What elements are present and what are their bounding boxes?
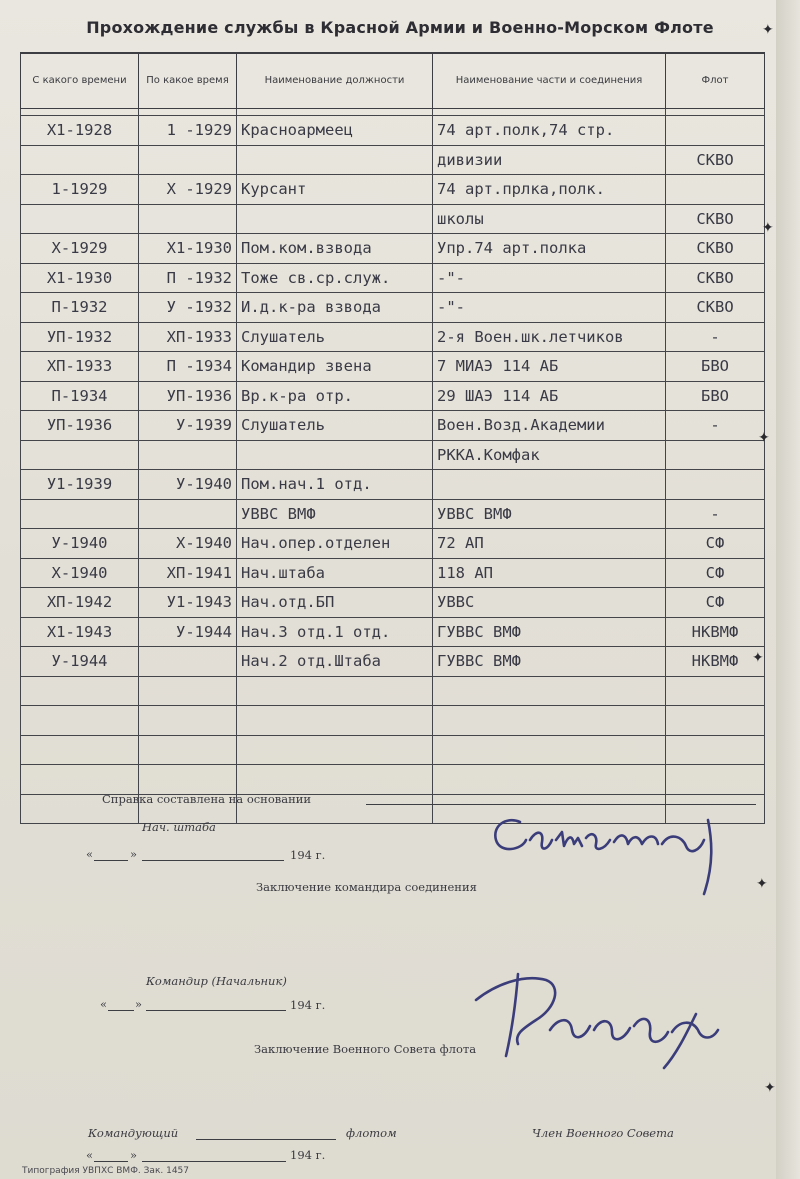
cell-to: У1-1943 (139, 588, 237, 618)
cell-from: Х-1940 (21, 558, 139, 588)
column-header-position: Наименование должности (237, 53, 433, 109)
cell-unit (433, 470, 666, 500)
cell-fleet: СКВО (666, 293, 765, 323)
date-day-line-3 (94, 1161, 128, 1162)
cell-unit (433, 676, 666, 706)
cell-from: П-1932 (21, 293, 139, 323)
cell-position (237, 735, 433, 765)
cell-position (237, 145, 433, 175)
cell-from (21, 676, 139, 706)
table-row (21, 558, 765, 588)
cell-position (237, 204, 433, 234)
cell-to (139, 735, 237, 765)
cell-position: Слушатель (237, 411, 433, 441)
cell-from: УП-1932 (21, 322, 139, 352)
cell-position (237, 676, 433, 706)
cell-fleet: НКВМФ (666, 647, 765, 677)
cell-unit: ГУВВС ВМФ (433, 647, 666, 677)
service-record-body (21, 116, 765, 824)
fleet-name-line (196, 1139, 336, 1140)
table-row (21, 529, 765, 559)
cell-from: Х-1929 (21, 234, 139, 264)
cell-unit (433, 735, 666, 765)
cell-to (139, 440, 237, 470)
cell-from: 1-1929 (21, 175, 139, 205)
cell-unit: 74 арт.прлка,полк. (433, 175, 666, 205)
cell-fleet: БВО (666, 381, 765, 411)
cell-fleet (666, 470, 765, 500)
cell-to: У-1944 (139, 617, 237, 647)
table-row (21, 293, 765, 323)
cell-unit: 74 арт.полк,74 стр. (433, 116, 666, 146)
date-month-line-1 (142, 860, 284, 861)
table-row (21, 617, 765, 647)
table-row (21, 352, 765, 382)
basis-label: Справка составлена на основании (102, 792, 312, 806)
printer-footer: Типография УВПХС ВМФ. Зак. 1457 (22, 1166, 190, 1176)
cell-to: У -1932 (139, 293, 237, 323)
date-month-line-3 (142, 1161, 286, 1162)
pin-mark: ✦ (764, 1080, 776, 1096)
pin-mark: ✦ (762, 220, 774, 236)
cell-fleet: БВО (666, 352, 765, 382)
column-header-to: По какое время (139, 53, 237, 109)
cell-fleet: НКВМФ (666, 617, 765, 647)
date-quote-1: « (86, 847, 94, 861)
pin-mark: ✦ (752, 650, 764, 666)
commander-label: Командир (Начальник) (146, 974, 287, 988)
header-gap-row (21, 109, 765, 116)
table-row (21, 765, 765, 795)
cell-to: У-1939 (139, 411, 237, 441)
document-title: Прохождение службы в Красной Армии и Военно-Морском Флоте (86, 18, 714, 37)
cell-from: Х1-1928 (21, 116, 139, 146)
pin-mark: ✦ (756, 876, 768, 892)
chief-of-staff-signature (486, 800, 736, 910)
cell-unit: Упр.74 арт.полка (433, 234, 666, 264)
military-council-conclusion-label: Заключение Военного Совета флота (254, 1042, 477, 1056)
cell-to: Х-1940 (139, 529, 237, 559)
date-day-line-1 (94, 860, 128, 861)
cell-unit: -"- (433, 263, 666, 293)
table-row (21, 588, 765, 618)
cell-unit: ГУВВС ВМФ (433, 617, 666, 647)
cell-position: УВВС ВМФ (237, 499, 433, 529)
cell-fleet: СКВО (666, 145, 765, 175)
fleet-label: флотом (346, 1126, 397, 1140)
cell-fleet: СФ (666, 529, 765, 559)
cell-from: ХП-1942 (21, 588, 139, 618)
year-label-1: 194 г. (290, 848, 326, 862)
cell-position: Нач.отд.БП (237, 588, 433, 618)
commander-conclusion-label: Заключение командира соединения (256, 880, 477, 894)
service-record-table (20, 52, 765, 824)
table-row (21, 470, 765, 500)
cell-to (139, 145, 237, 175)
cell-to: УП-1936 (139, 381, 237, 411)
table-row (21, 676, 765, 706)
cell-fleet: СКВО (666, 263, 765, 293)
cell-from: У1-1939 (21, 470, 139, 500)
date-quote-3b: » (130, 1148, 138, 1162)
cell-to: У-1940 (139, 470, 237, 500)
cell-unit: РККА.Комфак (433, 440, 666, 470)
cell-fleet (666, 440, 765, 470)
cell-fleet (666, 735, 765, 765)
cell-position: Курсант (237, 175, 433, 205)
column-header-from: С какого времени (21, 53, 139, 109)
cell-position (237, 706, 433, 736)
cell-to (139, 499, 237, 529)
cell-position: Тоже св.ср.служ. (237, 263, 433, 293)
cell-from (21, 204, 139, 234)
cell-to (139, 647, 237, 677)
council-member-label: Член Военного Совета (532, 1126, 674, 1140)
commander-signature (466, 960, 736, 1080)
date-month-line-2 (146, 1010, 286, 1011)
cell-to: Х -1929 (139, 175, 237, 205)
cell-unit: Воен.Возд.Академии (433, 411, 666, 441)
cell-position: Вр.к-ра отр. (237, 381, 433, 411)
cell-unit: УВВС (433, 588, 666, 618)
cell-unit (433, 765, 666, 795)
cell-to (139, 765, 237, 795)
cell-to: Х1-1930 (139, 234, 237, 264)
date-quote-1b: » (130, 847, 138, 861)
table-row (21, 647, 765, 677)
column-header-fleet: Флот (666, 53, 765, 109)
table-row (21, 735, 765, 765)
cell-to: П -1932 (139, 263, 237, 293)
cell-from: УП-1936 (21, 411, 139, 441)
cell-unit: 2-я Воен.шк.летчиков (433, 322, 666, 352)
cell-fleet: СФ (666, 588, 765, 618)
cell-from (21, 145, 139, 175)
cell-to (139, 204, 237, 234)
cell-from: ХП-1933 (21, 352, 139, 382)
table-row (21, 204, 765, 234)
table-row (21, 706, 765, 736)
cell-fleet: - (666, 411, 765, 441)
cell-unit: дивизии (433, 145, 666, 175)
table-row (21, 145, 765, 175)
cell-fleet: СКВО (666, 234, 765, 264)
cell-position: Красноармеец (237, 116, 433, 146)
cell-unit: -"- (433, 293, 666, 323)
fleet-commander-label: Командующий (88, 1126, 179, 1140)
cell-unit: 118 АП (433, 558, 666, 588)
cell-fleet (666, 116, 765, 146)
cell-position: Пом.нач.1 отд. (237, 470, 433, 500)
cell-to (139, 676, 237, 706)
cell-fleet: - (666, 322, 765, 352)
cell-to: П -1934 (139, 352, 237, 382)
table-row (21, 234, 765, 264)
cell-from (21, 765, 139, 795)
cell-from (21, 706, 139, 736)
year-label-3: 194 г. (290, 1148, 326, 1162)
cell-from: У-1940 (21, 529, 139, 559)
cell-unit: 7 МИАЭ 114 АБ (433, 352, 666, 382)
cell-to: 1 -1929 (139, 116, 237, 146)
cell-position (237, 440, 433, 470)
cell-fleet: - (666, 499, 765, 529)
cell-unit: школы (433, 204, 666, 234)
cell-position: И.д.к-ра взвода (237, 293, 433, 323)
table-header-row (21, 53, 765, 109)
cell-fleet: СФ (666, 558, 765, 588)
cell-from (21, 499, 139, 529)
date-quote-2: « (100, 997, 108, 1011)
table-row (21, 175, 765, 205)
table-row (21, 322, 765, 352)
cell-fleet (666, 706, 765, 736)
cell-unit: УВВС ВМФ (433, 499, 666, 529)
cell-position: Пом.ком.взвода (237, 234, 433, 264)
cell-from: У-1944 (21, 647, 139, 677)
cell-to: ХП-1941 (139, 558, 237, 588)
table-row (21, 263, 765, 293)
cell-position: Нач.2 отд.Штаба (237, 647, 433, 677)
chief-of-staff-label: Нач. штаба (142, 820, 216, 834)
cell-fleet (666, 765, 765, 795)
table-row (21, 440, 765, 470)
table-row (21, 116, 765, 146)
cell-position: Нач.опер.отделен (237, 529, 433, 559)
cell-fleet: СКВО (666, 204, 765, 234)
cell-unit (433, 706, 666, 736)
column-header-unit: Наименование части и соединения (433, 53, 666, 109)
table-row (21, 499, 765, 529)
year-label-2: 194 г. (290, 998, 326, 1012)
cell-position: Командир звена (237, 352, 433, 382)
cell-from (21, 735, 139, 765)
pin-mark: ✦ (762, 22, 774, 38)
pin-mark: ✦ (758, 430, 770, 446)
date-quote-3: « (86, 1148, 94, 1162)
cell-from: П-1934 (21, 381, 139, 411)
cell-from: Х1-1943 (21, 617, 139, 647)
date-quote-2b: » (135, 997, 143, 1011)
cell-unit: 72 АП (433, 529, 666, 559)
cell-to: ХП-1933 (139, 322, 237, 352)
cell-position (237, 765, 433, 795)
cell-from: Х1-1930 (21, 263, 139, 293)
cell-from (21, 440, 139, 470)
cell-fleet (666, 676, 765, 706)
cell-to (139, 706, 237, 736)
cell-fleet (666, 175, 765, 205)
table-row (21, 381, 765, 411)
page-fold (776, 0, 800, 1179)
cell-position: Нач.3 отд.1 отд. (237, 617, 433, 647)
cell-unit: 29 ШАЭ 114 АБ (433, 381, 666, 411)
cell-position: Нач.штаба (237, 558, 433, 588)
date-day-line-2 (108, 1010, 134, 1011)
cell-position: Слушатель (237, 322, 433, 352)
table-row (21, 411, 765, 441)
